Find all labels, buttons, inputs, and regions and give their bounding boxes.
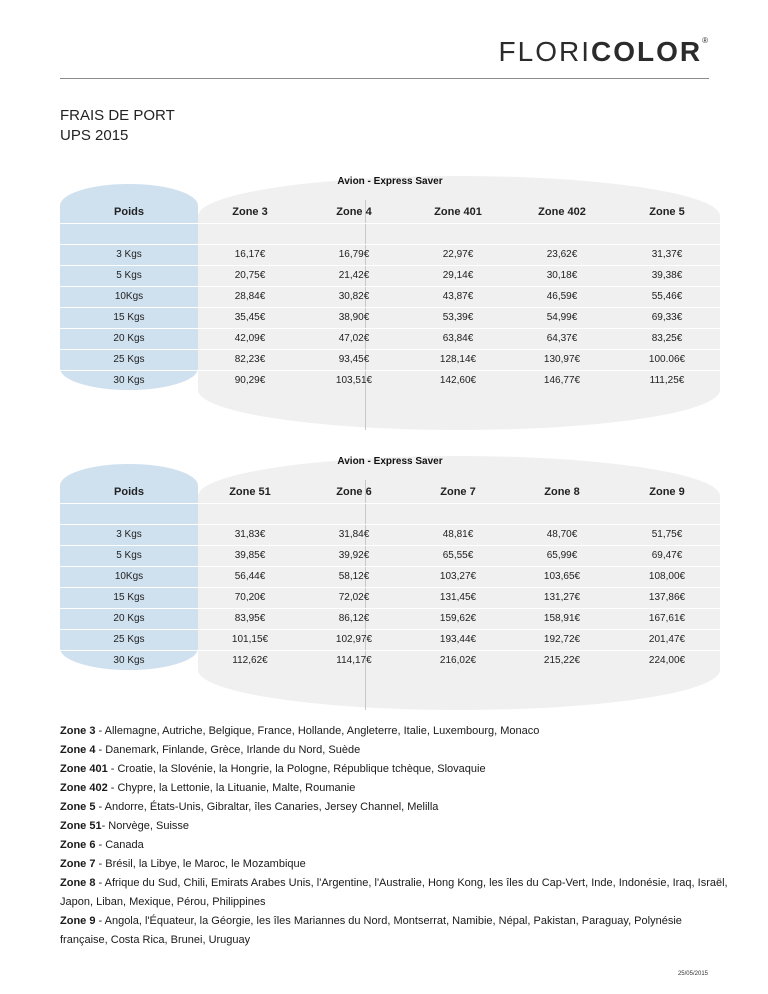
price-cell: 131,27€	[543, 592, 581, 603]
zone-name: Zone 7	[60, 858, 96, 870]
weight-cell: 10Kgs	[114, 571, 144, 582]
zone-entry	[60, 722, 730, 741]
price-cell: 70,20€	[234, 592, 266, 603]
zone-name: Zone 8	[60, 877, 96, 889]
zone-entry	[60, 855, 730, 874]
price-cell: 131,45€	[439, 592, 477, 603]
price-cell: 30,18€	[546, 270, 578, 281]
table-row	[60, 349, 720, 370]
page-title-line-1: FRAIS DE PORT	[60, 107, 175, 124]
price-cell: 28,84€	[234, 291, 266, 302]
zone-entry	[60, 760, 730, 779]
brand-logo-bold: COLOR	[590, 36, 703, 67]
rates-table-2	[60, 456, 720, 710]
price-cell: 65,99€	[546, 550, 578, 561]
header-zone: Zone 401	[434, 206, 482, 218]
price-cell: 16,17€	[234, 249, 266, 260]
price-cell: 216,02€	[439, 655, 477, 666]
brand-logo-mark: ®	[702, 36, 708, 45]
zone-countries: - Afrique du Sud, Chili, Emirats Arabes Unis, l'Argentine, l'Australie, Hong Kong, les îles du Cap-Vert, Inde, Indonésie, Iraq, Israël, Japon, Liban, Mexique, Pérou, Philippines	[60, 877, 728, 908]
header-zone: Zone 4	[336, 206, 372, 218]
zone-name: Zone 3	[60, 725, 96, 737]
zone-name: Zone 6	[60, 839, 96, 851]
price-cell: 90,29€	[234, 375, 266, 386]
zone-countries: - Danemark, Finlande, Grèce, Irlande du Nord, Suède	[95, 744, 361, 756]
price-cell: 35,45€	[234, 312, 266, 323]
price-cell: 16,79€	[338, 249, 370, 260]
price-cell: 31,84€	[338, 529, 370, 540]
weight-cell: 3 Kgs	[116, 529, 142, 540]
price-cell: 83,95€	[234, 613, 266, 624]
price-cell: 112,62€	[232, 655, 268, 666]
header-zone: Zone 5	[649, 206, 685, 218]
price-cell: 130,97€	[543, 354, 581, 365]
header-rule	[60, 78, 709, 79]
page-title-line-2: UPS 2015	[60, 127, 129, 144]
price-cell: 65,55€	[442, 550, 474, 561]
zone-name: Zone 5	[60, 801, 96, 813]
price-cell: 159,62€	[439, 613, 477, 624]
zone-entry	[60, 912, 730, 950]
zone-countries: - Croatie, la Slovénie, la Hongrie, la Pologne, République tchèque, Slovaquie	[107, 763, 486, 775]
zone-entry	[60, 741, 730, 760]
price-cell: 56,44€	[234, 571, 266, 582]
table-caption: Avion - Express Saver	[337, 176, 443, 187]
price-cell: 46,59€	[546, 291, 578, 302]
price-cell: 224,00€	[648, 655, 686, 666]
price-cell: 108,00€	[648, 571, 686, 582]
zone-name: Zone 401	[60, 763, 108, 775]
brand-logo	[499, 36, 708, 68]
price-cell: 23,62€	[546, 249, 578, 260]
price-cell: 69,47€	[651, 550, 683, 561]
price-cell: 51,75€	[651, 529, 683, 540]
price-cell: 39,92€	[338, 550, 370, 561]
document-date: 25/05/2015	[677, 971, 708, 977]
zone-entry	[60, 836, 730, 855]
zone-entry	[60, 798, 730, 817]
header-poids: Poids	[114, 486, 144, 498]
header-poids: Poids	[114, 206, 144, 218]
weight-cell: 20 Kgs	[113, 333, 145, 344]
table-row	[60, 545, 720, 566]
weight-cell: 25 Kgs	[113, 354, 145, 365]
price-cell: 29,14€	[442, 270, 474, 281]
price-cell: 69,33€	[651, 312, 683, 323]
price-cell: 72,02€	[338, 592, 370, 603]
price-cell: 193,44€	[439, 634, 477, 645]
price-cell: 192,72€	[543, 634, 581, 645]
price-cell: 31,37€	[651, 249, 683, 260]
price-cell: 39,38€	[651, 270, 683, 281]
zone-name: Zone 9	[60, 915, 96, 927]
price-cell: 20,75€	[234, 270, 266, 281]
price-cell: 54,99€	[546, 312, 578, 323]
price-cell: 42,09€	[234, 333, 266, 344]
zone-name: Zone 4	[60, 744, 96, 756]
price-cell: 21,42€	[338, 270, 370, 281]
price-cell: 103,27€	[439, 571, 477, 582]
table-row	[60, 566, 720, 587]
price-cell: 128,14€	[439, 354, 477, 365]
price-cell: 58,12€	[338, 571, 370, 582]
price-cell: 82,23€	[234, 354, 266, 365]
price-cell: 137,86€	[648, 592, 686, 603]
zone-entry	[60, 817, 730, 836]
zone-name: Zone 51	[60, 820, 102, 832]
price-cell: 22,97€	[442, 249, 474, 260]
header-zone: Zone 7	[440, 486, 476, 498]
price-cell: 100.06€	[648, 354, 686, 365]
weight-cell: 15 Kgs	[113, 312, 145, 323]
weight-cell: 20 Kgs	[113, 613, 145, 624]
zone-entry	[60, 779, 730, 798]
row-separator	[60, 223, 720, 224]
price-cell: 86,12€	[338, 613, 370, 624]
zone-legend	[60, 722, 730, 950]
price-cell: 83,25€	[651, 333, 683, 344]
weight-cell: 10Kgs	[114, 291, 144, 302]
weight-cell: 3 Kgs	[116, 249, 142, 260]
price-cell: 47,02€	[338, 333, 370, 344]
price-cell: 102,97€	[335, 634, 373, 645]
weight-cell: 30 Kgs	[113, 655, 145, 666]
header-zone: Zone 9	[649, 486, 685, 498]
price-cell: 38,90€	[338, 312, 370, 323]
price-cell: 43,87€	[442, 291, 474, 302]
price-cell: 146,77€	[543, 375, 581, 386]
table-row	[60, 265, 720, 286]
weight-cell: 5 Kgs	[116, 550, 142, 561]
table-row	[60, 370, 720, 391]
price-cell: 111,25€	[649, 375, 685, 386]
zone-countries: - Angola, l'Équateur, la Géorgie, les îles Mariannes du Nord, Montserrat, Namibie, Népal, Pakistan, Paraguay, Polynésie française, Costa Rica, Brunei, Uruguay	[60, 915, 682, 946]
price-cell: 167,61€	[648, 613, 686, 624]
price-cell: 142,60€	[439, 375, 477, 386]
price-cell: 48,81€	[442, 529, 474, 540]
weight-cell: 15 Kgs	[113, 592, 145, 603]
rates-table-1	[60, 176, 720, 430]
zone-countries: - Allemagne, Autriche, Belgique, France, Hollande, Angleterre, Italie, Luxembourg, Monaco	[95, 725, 540, 737]
price-cell: 101,15€	[231, 634, 269, 645]
price-cell: 63,84€	[442, 333, 474, 344]
header-zone: Zone 6	[336, 486, 372, 498]
table-row	[60, 286, 720, 307]
zone-countries: - Brésil, la Libye, le Maroc, le Mozambique	[95, 858, 306, 870]
table-row	[60, 629, 720, 650]
zone-countries: - Chypre, la Lettonie, la Lituanie, Malte, Roumanie	[107, 782, 356, 794]
price-cell: 53,39€	[442, 312, 474, 323]
header-zone: Zone 8	[544, 486, 580, 498]
price-cell: 158,91€	[543, 613, 581, 624]
table-header-row	[60, 482, 720, 503]
table-row	[60, 328, 720, 349]
price-cell: 93,45€	[338, 354, 370, 365]
brand-logo-thin: FLORI	[498, 36, 591, 67]
row-separator	[60, 503, 720, 504]
header-zone: Zone 51	[229, 486, 271, 498]
price-cell: 55,46€	[651, 291, 683, 302]
zone-countries: - Andorre, États-Unis, Gibraltar, îles Canaries, Jersey Channel, Melilla	[95, 801, 439, 813]
price-cell: 64,37€	[546, 333, 578, 344]
table-header-row	[60, 202, 720, 223]
price-cell: 201,47€	[648, 634, 686, 645]
price-cell: 103,65€	[543, 571, 581, 582]
table-caption: Avion - Express Saver	[337, 456, 443, 467]
table-row	[60, 524, 720, 545]
price-cell: 215,22€	[543, 655, 581, 666]
table-row	[60, 244, 720, 265]
table-row	[60, 608, 720, 629]
table-row	[60, 307, 720, 328]
price-cell: 30,82€	[338, 291, 370, 302]
header-zone: Zone 3	[232, 206, 268, 218]
price-cell: 39,85€	[234, 550, 266, 561]
zone-countries: - Canada	[95, 839, 144, 851]
weight-cell: 5 Kgs	[116, 270, 142, 281]
zone-entry	[60, 874, 730, 912]
table-row	[60, 587, 720, 608]
price-cell: 31,83€	[234, 529, 266, 540]
zone-countries: - Norvège, Suisse	[101, 820, 190, 832]
weight-cell: 30 Kgs	[113, 375, 145, 386]
table-row	[60, 650, 720, 671]
price-cell: 114,17€	[336, 655, 372, 666]
header-zone: Zone 402	[538, 206, 586, 218]
weight-cell: 25 Kgs	[113, 634, 145, 645]
zone-name: Zone 402	[60, 782, 108, 794]
page-title	[60, 106, 175, 146]
price-cell: 48,70€	[546, 529, 578, 540]
price-cell: 103,51€	[335, 375, 373, 386]
